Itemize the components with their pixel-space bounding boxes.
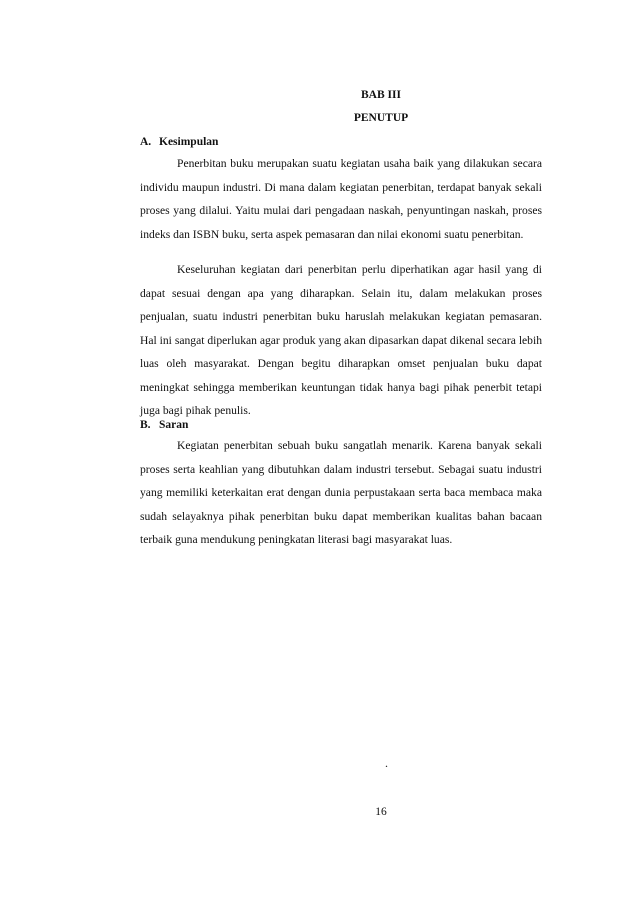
section-letter: A. bbox=[140, 136, 152, 148]
section-title: Kesimpulan bbox=[159, 136, 219, 148]
section-letter: B. bbox=[140, 419, 151, 431]
section-title: Saran bbox=[159, 419, 189, 431]
chapter-title: PENUTUP bbox=[353, 112, 409, 124]
paragraph: Penerbitan buku merupakan suatu kegiatan usaha baik yang dilakukan secara individu maupun industri. Di mana dalam kegiatan penerbitan, terdapat banyak sekali proses yang dilalui. Yaitu mulai dari pengadaan naskah, penyuntingan naskah, proses indeks dan ISBN buku, serta aspek pemasaran dan nilai ekonomi suatu penerbitan. bbox=[140, 157, 542, 241]
chapter-number: BAB III bbox=[361, 89, 401, 101]
paragraph: Keseluruhan kegiatan dari penerbitan perlu diperhatikan agar hasil yang di dapat sesuai dengan apa yang diharapkan. Selain itu, dalam melakukan proses penjualan, suatu industri penerbitan buku haruslah melakukan kegiatan pemasaran. Hal ini sangat diperlukan agar produk yang akan dipasarkan dapat dikenal secara lebih luas oleh masyarakat. Dengan begitu diharapkan omset penjualan buku dapat meningkat sehingga memberikan keuntungan tidak hanya bagi pihak penerbit tetapi juga bagi pihak penulis. bbox=[140, 263, 542, 417]
stray-mark: . bbox=[385, 756, 388, 770]
section-heading-kesimpulan bbox=[140, 136, 218, 148]
section-heading-saran bbox=[140, 419, 188, 431]
paragraph: Kegiatan penerbitan sebuah buku sangatlah menarik. Karena banyak sekali proses serta keahlian yang dibutuhkan dalam industri tersebut. Sebagai suatu industri yang memiliki keterkaitan erat dengan dunia perpustakaan serta baca membaca maka sudah selayaknya pihak penerbitan buku dapat memberikan kualitas bahan bacaan terbaik guna mendukung peningkatan literasi bagi masyarakat luas. bbox=[140, 439, 542, 546]
page-number: 16 bbox=[375, 806, 387, 818]
